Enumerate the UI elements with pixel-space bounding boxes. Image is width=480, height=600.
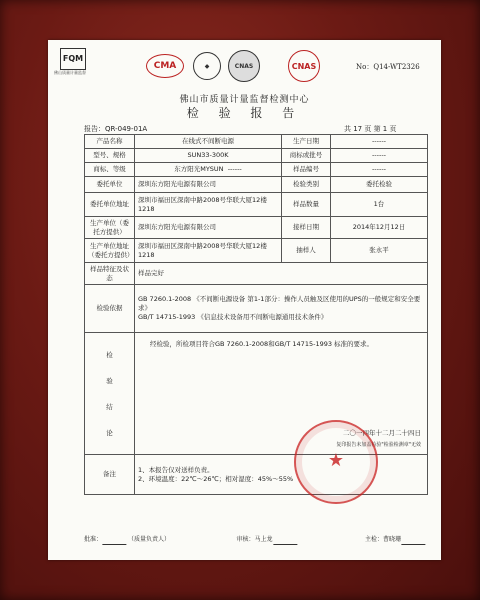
tester-signature	[365, 534, 427, 545]
remark-2: 2、环境温度：22℃～26℃；相对湿度：45%～55%	[138, 474, 294, 483]
cma-seal-icon: CMA	[146, 54, 184, 78]
client-address-label: 委托单位地址	[85, 193, 135, 217]
approver-title: （质量负责人）	[128, 536, 171, 543]
trademark: 东方阳光MYSUN	[174, 165, 224, 174]
client-address: 深圳市福田区深南中路2008号华联大厦12楼1218	[135, 193, 282, 217]
signature-row	[84, 534, 427, 545]
organization-name: 佛山市质量计量监督检测中心	[179, 95, 310, 105]
conclusion-label-char: 结	[106, 402, 113, 411]
trademark-cell	[135, 163, 282, 177]
producer-address-label: 生产单位地址（委托方提供）	[85, 239, 135, 263]
conclusion-label-char: 验	[106, 376, 113, 385]
client-label: 委托单位	[85, 177, 135, 193]
serial-label: 商标或批号	[282, 149, 331, 163]
report-number: No：Q14-WT2326	[356, 63, 420, 71]
conclusion-note: 复印报告未加盖检验"检验检测章"无效	[336, 442, 421, 449]
receive-date-label: 接样日期	[282, 217, 331, 239]
conclusion-label-char: 检	[106, 350, 113, 359]
inspection-stamp-icon	[294, 420, 378, 504]
fqm-logo: FQM	[60, 48, 86, 70]
fqm-logo-caption: 佛山质量计量监督	[54, 70, 86, 75]
production-date: ------	[331, 135, 428, 149]
conclusion-label	[85, 333, 135, 455]
producer-label: 生产单位（委托方提供）	[85, 217, 135, 239]
tester-signature-icon	[401, 535, 429, 545]
page-count: 共 17 页 第 1 页	[344, 125, 397, 133]
remarks-label: 备注	[85, 455, 135, 495]
sample-qty: 1台	[331, 193, 428, 217]
basis-standard-1: GB 7260.1-2008 《不间断电源设备 第1-1部分：操作人员触及区使用的UPS的一般规定和安全要求》	[138, 295, 421, 313]
conclusion-label-char: 论	[106, 428, 113, 437]
sample-qty-label: 样品数量	[282, 193, 331, 217]
approver-signature	[84, 534, 170, 545]
reviewer-signature	[236, 534, 298, 545]
trademark-label: 商标、等级	[85, 163, 135, 177]
cnas-seal-icon: CNAS	[228, 50, 260, 82]
stamp-star-icon: ★	[327, 450, 345, 471]
reviewer-signature-icon	[273, 535, 301, 545]
report-code: 报告：QR-049-01A	[84, 125, 148, 133]
cnas-lab-seal-icon: CNAS	[288, 50, 320, 82]
document-title: 检 验 报 告	[186, 106, 303, 120]
basis-standard-2: GB/T 14715-1993 《信息技术设备用不间断电源通用技术条件》	[138, 312, 328, 321]
tester-label: 主检：	[364, 536, 383, 543]
conclusion-date: 二〇一四年十二月二十四日	[343, 429, 421, 438]
producer-address: 深圳市福田区深南中路2008号华联大厦12楼1218	[135, 239, 282, 263]
inspection-table	[84, 134, 428, 495]
sample-no: ------	[331, 163, 428, 177]
producer: 深圳东方阳光电源有限公司	[135, 217, 282, 239]
production-date-label: 生产日期	[282, 135, 331, 149]
conclusion-text: 经检验，所检项目符合GB 7260.1-2008和GB/T 14715-1993 标准的要求。	[150, 340, 374, 348]
sample-state: 样品完好	[135, 263, 428, 285]
model-label: 型号、规格	[85, 149, 135, 163]
receive-date: 2014年12月12日	[331, 217, 428, 239]
inspection-type: 委托检验	[331, 177, 428, 193]
sample-state-label: 样品特征及状态	[85, 263, 135, 285]
approver-signature-icon	[102, 535, 130, 545]
trademark-grade: ------	[227, 165, 242, 174]
inspector: 张永平	[331, 239, 428, 263]
product-name: 在线式不间断电源	[135, 135, 282, 149]
model: SUN33-300K	[135, 149, 282, 163]
serial: ------	[331, 149, 428, 163]
client: 深圳东方阳光电源有限公司	[135, 177, 282, 193]
product-name-label: 产品名称	[85, 135, 135, 149]
approver-label: 批准：	[84, 536, 103, 543]
report-paper	[48, 40, 441, 560]
remark-1: 1、本报告仅对送样负责。	[138, 465, 214, 474]
reviewer-label: 审核：	[236, 536, 255, 543]
emblem-seal-icon: ◆	[193, 52, 221, 80]
remarks-cell	[135, 455, 428, 495]
reviewer-name: 马上龙	[254, 536, 273, 543]
tester-name: 曹晓珊	[382, 536, 401, 543]
inspector-label: 抽样人	[282, 239, 331, 263]
conclusion-cell	[135, 333, 428, 455]
basis-label: 检验依据	[85, 285, 135, 333]
inspection-type-label: 检验类别	[282, 177, 331, 193]
basis-cell	[135, 285, 428, 333]
sample-no-label: 样品编号	[282, 163, 331, 177]
